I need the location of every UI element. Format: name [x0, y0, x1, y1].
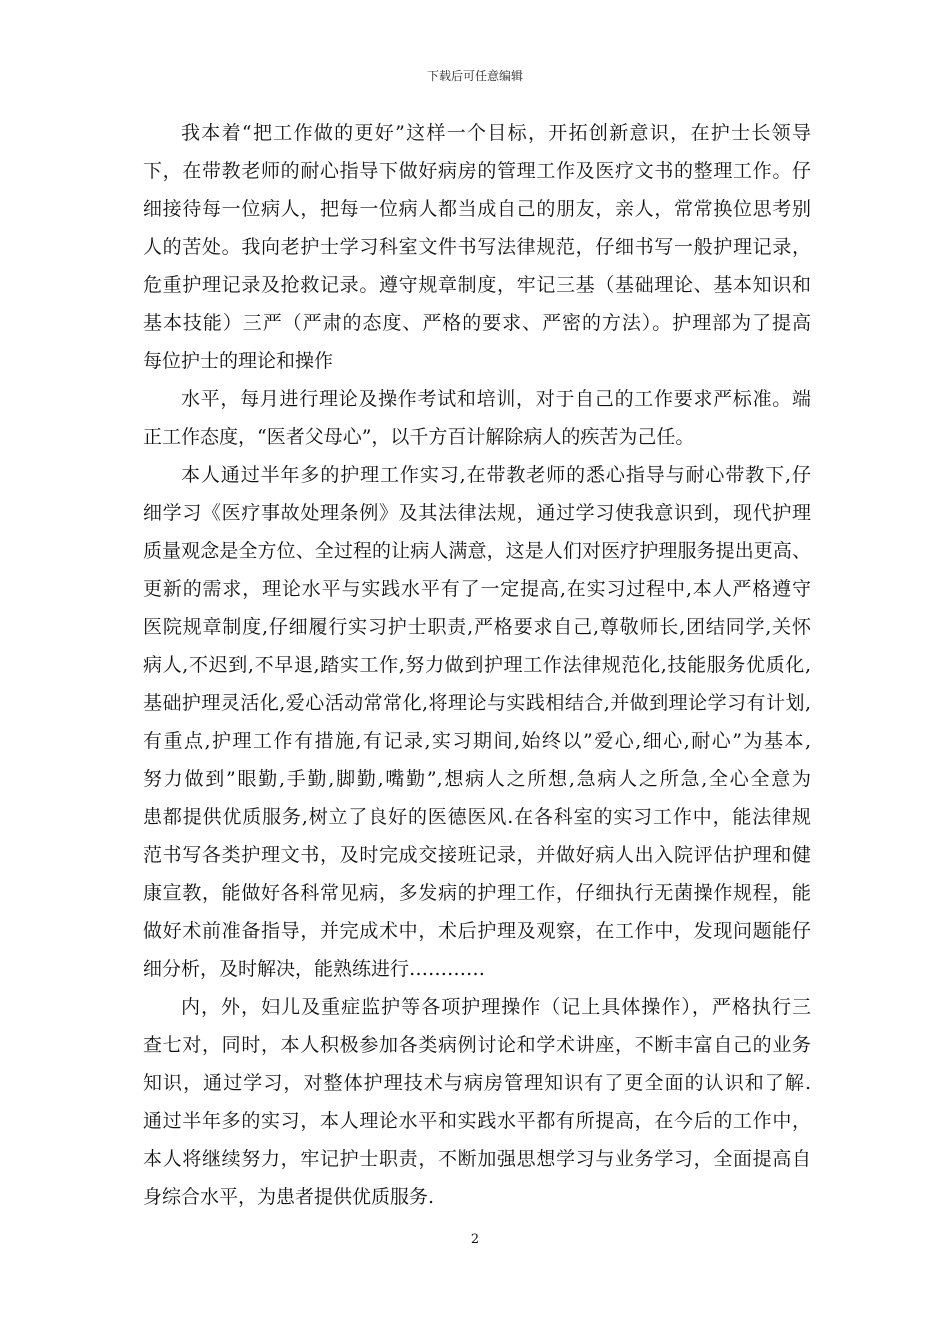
text-line: 医院规章制度,仔细履行实习护士职责,严格要求自己,尊敬师长,团结同学,关怀	[143, 616, 811, 638]
text-line: 危重护理记录及抢救记录。遵守规章制度，牢记三基（基础理论、基本知识和	[143, 274, 811, 296]
text-line: 水平，每月进行理论及操作考试和培训，对于自己的工作要求严标准。端	[181, 388, 811, 410]
text-line: 下，在带教老师的耐心指导下做好病房的管理工作及医疗文书的整理工作。仔	[143, 160, 811, 182]
text-line: 正工作态度，“医者父母心”，以千方百计解除病人的疾苦为己任。	[143, 426, 695, 448]
text-line: 本人将继续努力，牢记护士职责，不断加强思想学习与业务学习，全面提高自	[143, 1148, 811, 1170]
text-line: 患都提供优质服务,树立了良好的医德医风.在各科室的实习工作中，能法律规	[143, 806, 811, 828]
paragraph	[143, 456, 811, 988]
paragraph	[143, 114, 811, 380]
text-line: 基本技能）三严（严肃的态度、严格的要求、严密的方法）。护理部为了提高	[143, 312, 811, 334]
text-line: 努力做到”眼勤,手勤,脚勤,嘴勤”,想病人之所想,急病人之所急,全心全意为	[143, 768, 811, 790]
text-line: 知识，通过学习，对整体护理技术与病房管理知识有了更全面的认识和了解.	[143, 1072, 811, 1094]
text-line: 身综合水平，为患者提供优质服务.	[143, 1186, 435, 1208]
page-header: 下载后可任意编辑	[426, 69, 523, 83]
paragraph	[143, 988, 811, 1216]
text-line: 细学习《医疗事故处理条例》及其法律法规，通过学习使我意识到，现代护理	[143, 502, 811, 524]
text-line: 有重点,护理工作有措施,有记录,实习期间,始终以”爱心,细心,耐心”为基本,	[143, 730, 811, 752]
paragraph	[143, 380, 811, 456]
page-number: 2	[470, 1232, 480, 1247]
text-line: 查七对，同时，本人积极参加各类病例讨论和学术讲座，不断丰富自己的业务	[143, 1034, 811, 1056]
document-body	[143, 114, 811, 1216]
text-line: 康宣教，能做好各科常见病，多发病的护理工作，仔细执行无菌操作规程，能	[143, 882, 811, 904]
text-line: 内，外，妇儿及重症监护等各项护理操作（记上具体操作），严格执行三	[181, 996, 811, 1018]
text-line: 我本着“把工作做的更好”这样一个目标，开拓创新意识，在护士长领导	[181, 122, 811, 144]
text-line: 病人,不迟到,不早退,踏实工作,努力做到护理工作法律规范化,技能服务优质化,	[143, 654, 811, 676]
text-line: 每位护士的理论和操作	[143, 350, 334, 372]
text-line: 范书写各类护理文书，及时完成交接班记录，并做好病人出入院评估护理和健	[143, 844, 811, 866]
text-line: 更新的需求，理论水平与实践水平有了一定提高,在实习过程中,本人严格遵守	[143, 578, 811, 600]
text-line: 本人通过半年多的护理工作实习,在带教老师的悉心指导与耐心带教下,仔	[181, 464, 811, 486]
text-line: 细分析，及时解决，能熟练进行…………	[143, 958, 486, 980]
text-line: 做好术前准备指导，并完成术中，术后护理及观察，在工作中，发现问题能仔	[143, 920, 811, 942]
text-line: 质量观念是全方位、全过程的让病人满意，这是人们对医疗护理服务提出更高、	[143, 540, 811, 562]
text-line: 人的苦处。我向老护士学习科室文件书写法律规范，仔细书写一般护理记录，	[143, 236, 811, 258]
text-line: 细接待每一位病人，把每一位病人都当成自己的朋友，亲人，常常换位思考别	[143, 198, 811, 220]
text-line: 通过半年多的实习，本人理论水平和实践水平都有所提高，在今后的工作中，	[143, 1110, 811, 1132]
text-line: 基础护理灵活化,爱心活动常常化,将理论与实践相结合,并做到理论学习有计划,	[143, 692, 811, 714]
